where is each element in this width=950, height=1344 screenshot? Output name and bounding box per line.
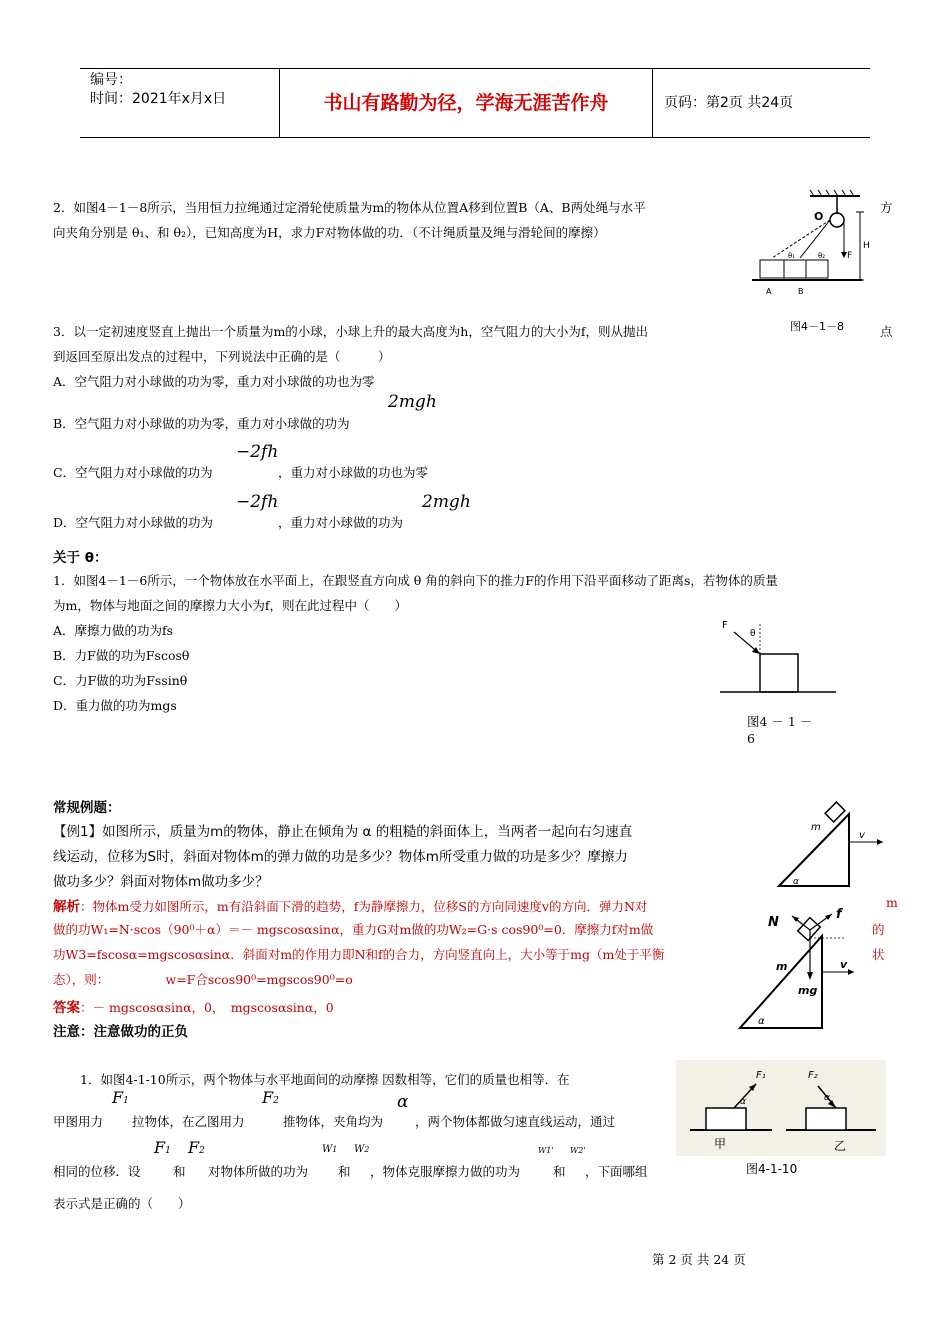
analysis-line4: 态），则： w=F合scos90⁰=mgscos90⁰=o	[53, 972, 353, 987]
figure-4-1-10	[676, 1060, 886, 1156]
q4-math-f2-a	[262, 1088, 279, 1107]
force-f-label: F	[722, 620, 728, 631]
example-heading: 常规例题：	[53, 800, 121, 816]
q3-line1-tail: 点	[880, 324, 893, 339]
header-motto: 书山有路勤为径，学海无涯苦作舟	[280, 69, 653, 137]
q4-line3c: 对物体所做的功为	[208, 1164, 309, 1179]
analysis-line3-tail: 状	[872, 947, 885, 962]
q4-math-f1-a	[112, 1088, 129, 1107]
point-b-label: B	[798, 287, 804, 296]
alpha-label-yi: α	[824, 1093, 830, 1103]
q4-math-f2-b	[188, 1138, 205, 1157]
f1-label: F₁	[756, 1070, 766, 1081]
code-label: 编号：	[90, 72, 132, 88]
math-neg2fh-d: −2fh	[236, 492, 279, 512]
fig-4-1-8-caption: 图4－1－8	[790, 320, 844, 333]
q4-line4: 表示式是正确的（ ）	[53, 1196, 191, 1211]
figure-incline-forces	[736, 908, 856, 1032]
math-2mgh-d: 2mgh	[422, 492, 471, 512]
theta-q1-line2: 为m，物体与地面之间的摩擦力大小为f，则在此过程中（ ）	[53, 598, 407, 613]
q2-line1: 2．如图4－1－8所示，当用恒力拉绳通过定滑轮使质量为m的物体从位置A移到位置B（A、B两处绳与水平	[53, 200, 646, 215]
q4-line2b: 拉物体，在乙图用力	[132, 1114, 245, 1129]
q3-option-d1: D．空气阻力对小球做的功为	[53, 515, 214, 530]
w-symbol: W	[354, 1144, 365, 1155]
header-meta	[80, 69, 280, 137]
q4-line2c: 推物体，夹角均为	[283, 1114, 384, 1129]
math-neg2fh-c: −2fh	[236, 442, 279, 462]
f-symbol: F	[154, 1138, 166, 1157]
analysis-text-1: ：物体m受力如图所示，m有沿斜面下滑的趋势，f为静摩擦力，位移S的方向同速度v的方向．弹力N对	[80, 899, 648, 914]
fig-4-1-10-caption: 图4-1-10	[746, 1162, 798, 1176]
subscript: 2	[273, 1096, 279, 1106]
f-symbol: F	[112, 1088, 124, 1107]
q2-line1-tail: 方	[880, 200, 893, 215]
w-symbol: W	[538, 1146, 547, 1155]
subscript: 2	[364, 1145, 370, 1154]
figure-incline-example	[775, 800, 887, 890]
figure-push-block	[718, 606, 838, 696]
subscript: 2	[578, 1146, 584, 1155]
q3-line2: 到返回至原出发点的过程中，下列说法中正确的是（ ）	[53, 349, 391, 364]
answer-line	[53, 996, 334, 1016]
fig-4-1-6-caption-1: 图4 － 1 －	[747, 714, 813, 729]
page-footer: 第 2 页 共 24 页	[652, 1252, 746, 1267]
q4-math-w2-prime: W2'	[570, 1146, 586, 1155]
theta-option-a: A．摩擦力做的功为fs	[53, 623, 174, 638]
example-line1: 【例1】如图所示，质量为m的物体，静止在倾角为 α 的粗糙的斜面体上，当两者一起向右匀速直	[53, 824, 633, 840]
q4-line3g: ，下面哪组	[585, 1164, 648, 1179]
q4-math-alpha: α	[397, 1092, 409, 1112]
q4-line3a: 相同的位移．设	[53, 1164, 141, 1179]
answer-text: ：－ mgscosαsinα，0， mgscosαsinα，0	[80, 1000, 334, 1015]
label-yi: 乙	[834, 1139, 847, 1153]
angle-theta-label: θ	[750, 629, 756, 639]
header-page: 页码：第2页 共24页	[664, 95, 794, 111]
pulley-o-label: O	[814, 210, 824, 223]
theta-option-b: B．力F做的功为Fscosθ	[53, 648, 190, 663]
alpha-label-jia: α	[740, 1097, 746, 1107]
q4-line2d: ，两个物体都做匀速直线运动，通过	[415, 1114, 616, 1129]
example-line3: 做功多少？斜面对物体m做功多少？	[53, 874, 269, 890]
answer-label: 答案	[53, 1000, 80, 1016]
q4-math-f1-b	[154, 1138, 171, 1157]
f-symbol: F	[262, 1088, 274, 1107]
theta-option-c: C．力F做的功为Fssinθ	[53, 673, 188, 688]
label-jia: 甲	[714, 1137, 727, 1151]
subscript: 1	[165, 1146, 171, 1156]
weight-mg-label: mg	[798, 984, 818, 997]
example-line2: 线运动，位移为S时，斜面对物体m的弹力做的功是多少？物体m所受重力做的功是多少？摩擦力	[53, 849, 628, 865]
point-a-label: A	[766, 287, 772, 296]
q3-option-c1: C．空气阻力对小球做的功为	[53, 465, 213, 480]
mass-m-label: m	[776, 960, 788, 973]
theta-heading: 关于 θ：	[53, 550, 108, 566]
analysis-line2-tail: 的	[872, 922, 885, 937]
theta-q1-line1: 1．如图4－1－6所示，一个物体放在水平面上，在跟竖直方向成 θ 角的斜向下的推力F的作用下沿平面移动了距离s，若物体的质量	[53, 573, 778, 588]
f-symbol: F	[188, 1138, 200, 1157]
subscript: 2	[199, 1146, 205, 1156]
force-f-label: F	[847, 251, 853, 261]
q3-option-c2: ，重力对小球做的功也为零	[278, 465, 429, 480]
q3-line1: 3．以一定初速度竖直上抛出一个质量为m的小球，小球上升的最大高度为h，空气阻力的大小为f，则从抛出	[53, 324, 648, 339]
velocity-v-label: v	[859, 830, 865, 841]
f2-label: F₂	[808, 1070, 818, 1081]
friction-f-label: f	[836, 907, 842, 922]
subscript: 1	[546, 1146, 552, 1155]
theta1-label: θ₁	[788, 252, 796, 260]
q3-option-b: B．空气阻力对小球做的功为零，重力对小球做的功为	[53, 416, 350, 431]
theta-option-d: D．重力做的功为mgs	[53, 698, 177, 713]
angle-alpha-label: α	[793, 877, 799, 887]
analysis-line1-tail: m	[886, 895, 898, 910]
analysis-line3: 功W3=fscosα=mgscosαsinα．斜面对m的作用力即N和f的合力，方向竖直向上，大小等于mg（m处于平衡	[53, 947, 665, 962]
theta2-label: θ₂	[818, 252, 826, 260]
analysis-line2: 做的功W₁=N·scos（90⁰＋α）＝－ mgscosαsinα，重力G对m做的功W₂=G·s cos90⁰=0．摩擦力f对m做	[53, 922, 654, 937]
mass-m-label: m	[811, 822, 821, 833]
figure-pulley	[752, 186, 870, 296]
subscript: 1	[332, 1145, 338, 1154]
w-symbol: W	[322, 1144, 333, 1155]
q4-line1: 1．如图4-1-10所示，两个物体与水平地面间的动摩擦 因数相等，它们的质量也相等．在	[80, 1072, 570, 1087]
analysis-label: 解析	[53, 899, 80, 915]
velocity-v-label: v	[840, 958, 848, 971]
angle-alpha-label: α	[758, 1016, 765, 1027]
date-label: 时间：2021年x月x日	[90, 91, 227, 107]
analysis-line1	[53, 895, 647, 915]
q4-line3f: 和	[553, 1164, 566, 1179]
page-header	[80, 68, 870, 138]
q4-math-w1	[322, 1144, 337, 1155]
q4-line3b: 和	[173, 1164, 186, 1179]
q3-option-d2: ，重力对小球做的功为	[278, 515, 404, 530]
q2-line2: 向夹角分别是 θ₁、和 θ₂），已知高度为H，求力F对物体做的功．（不计绳质量及绳与滑轮间的摩擦）	[53, 225, 606, 240]
q4-line2a: 甲图用力	[53, 1114, 104, 1129]
note-line: 注意：注意做功的正负	[53, 1024, 188, 1040]
q4-line3e: ，物体克服摩擦力做的功为	[370, 1164, 521, 1179]
subscript: 1	[123, 1096, 129, 1106]
q3-option-a: A．空气阻力对小球做的功为零，重力对小球做的功也为零	[53, 374, 375, 389]
q4-math-w2	[354, 1144, 369, 1155]
q4-math-w1-prime: W1'	[538, 1146, 554, 1155]
q4-line3d: 和	[338, 1164, 351, 1179]
fig-4-1-6-caption-2: 6	[747, 731, 755, 746]
normal-n-label: N	[768, 915, 779, 930]
height-h-label: H	[863, 241, 870, 251]
w-symbol: W	[570, 1146, 579, 1155]
math-2mgh-b: 2mgh	[388, 392, 437, 412]
